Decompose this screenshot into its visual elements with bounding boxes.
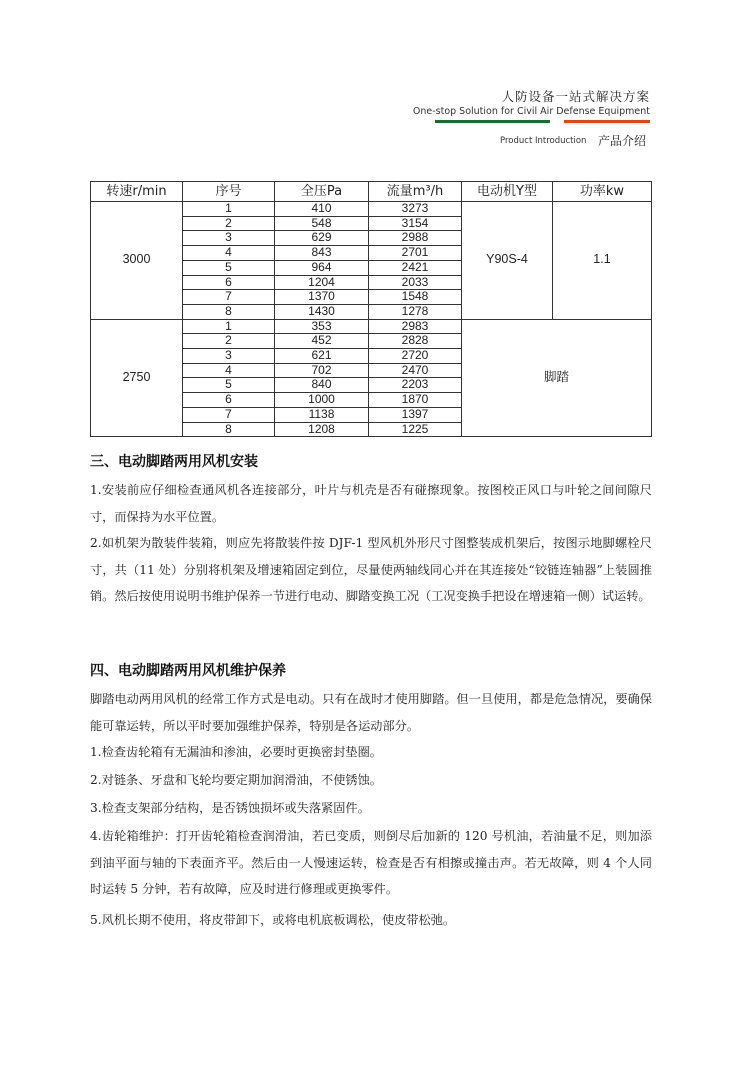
- section-4-item-4: 4.齿轮箱维护：打开齿轮箱检查润滑油，若已变质，则倒尽后加新的 120 号机油，若油量不足，则加添到油平面与轴的下表面齐平。然后由一人慢速运转，检查是否有相擦或撞击声。若无故障，则 4 个人同时运转 5 分钟，若有故障，应及时进行修理或更换零件。: [90, 829, 652, 897]
- header-title-cn: 人防设备一站式解决方案: [501, 89, 650, 104]
- flow-cell: 2421: [369, 260, 462, 275]
- header-divider: [435, 120, 650, 123]
- section-4-item-5: 5.风机长期不使用，将皮带卸下，或将电机底板调松，使皮带松弛。: [90, 913, 456, 927]
- pressure-cell: 410: [275, 202, 369, 217]
- table-row: [91, 202, 652, 217]
- section-4-item-1: 1.检查齿轮箱有无漏油和渗油，必要时更换密封垫圈。: [90, 745, 382, 759]
- col-header-power: 功率kw: [553, 182, 652, 202]
- pressure-cell: 1204: [275, 275, 369, 290]
- pressure-cell: 964: [275, 260, 369, 275]
- index-cell: 2: [183, 216, 275, 231]
- flow-cell: 1278: [369, 304, 462, 319]
- section-4-heading: 四、电动脚踏两用风机维护保养: [90, 663, 286, 679]
- pressure-cell: 548: [275, 216, 369, 231]
- index-cell: 2: [183, 334, 275, 349]
- fan-spec-table: [90, 181, 652, 437]
- flow-cell: 2033: [369, 275, 462, 290]
- col-header-motor: 电动机Y型: [462, 182, 553, 202]
- table-row: [91, 319, 652, 334]
- flow-cell: 2988: [369, 231, 462, 246]
- motor-cell: Y90S-4: [462, 202, 553, 320]
- pedal-cell: 脚踏: [462, 319, 652, 437]
- pressure-cell: 840: [275, 378, 369, 393]
- pressure-cell: 1430: [275, 304, 369, 319]
- index-cell: 5: [183, 260, 275, 275]
- index-cell: 6: [183, 393, 275, 408]
- flow-cell: 2701: [369, 246, 462, 261]
- product-intro-cn: 产品介绍: [598, 134, 647, 148]
- pressure-cell: 702: [275, 363, 369, 378]
- speed-cell: 2750: [91, 319, 183, 437]
- flow-cell: 1225: [369, 422, 462, 437]
- index-cell: 5: [183, 378, 275, 393]
- flow-cell: 3273: [369, 202, 462, 217]
- section-3-paragraph-2: 2.如机架为散装件装箱，则应先将散装件按 DJF-1 型风机外形尺寸图整装成机架后，按图示地脚螺栓尺寸，共（11 处）分别将机架及增速箱固定到位，尽量使两轴线同心并在其连接处“铰链连轴器”上装圆推销。然后按使用说明书维护保养一节进行电动、脚踏变换工况（工况变换手把设在增速箱一侧）试运转。: [90, 536, 652, 604]
- index-cell: 1: [183, 319, 275, 334]
- index-cell: 3: [183, 231, 275, 246]
- pressure-cell: 1138: [275, 407, 369, 422]
- col-header-pressure: 全压Pa: [275, 182, 369, 202]
- flow-cell: 2470: [369, 363, 462, 378]
- pressure-cell: 353: [275, 319, 369, 334]
- section-4-item-2: 2.对链条、牙盘和飞轮均要定期加润滑油，不使锈蚀。: [90, 773, 382, 787]
- table-header-row: [91, 182, 652, 202]
- flow-cell: 2720: [369, 349, 462, 364]
- section-4-intro: 脚踏电动两用风机的经常工作方式是电动。只有在战时才使用脚踏。但一旦使用，都是危急情况，要确保能可靠运转，所以平时要加强维护保养，特别是各运动部分。: [90, 692, 652, 733]
- section-3-heading: 三、电动脚踏两用风机安装: [90, 454, 258, 470]
- pressure-cell: 452: [275, 334, 369, 349]
- pressure-cell: 843: [275, 246, 369, 261]
- index-cell: 7: [183, 407, 275, 422]
- pressure-cell: 1208: [275, 422, 369, 437]
- index-cell: 7: [183, 290, 275, 305]
- flow-cell: 1548: [369, 290, 462, 305]
- index-cell: 4: [183, 363, 275, 378]
- header-title-en: One-stop Solution for Civil Air Defense Equipment: [412, 106, 650, 117]
- col-header-flow: 流量m³/h: [369, 182, 462, 202]
- flow-cell: 3154: [369, 216, 462, 231]
- col-header-speed: 转速r/min: [91, 182, 183, 202]
- index-cell: 4: [183, 246, 275, 261]
- pressure-cell: 629: [275, 231, 369, 246]
- index-cell: 8: [183, 304, 275, 319]
- section-4-item-3: 3.检查支架部分结构，是否锈蚀损坏或失落紧固件。: [90, 801, 370, 815]
- index-cell: 3: [183, 349, 275, 364]
- col-header-index: 序号: [183, 182, 275, 202]
- section-3-paragraph-1: 1.安装前应仔细检查通风机各连接部分，叶片与机壳是否有碰擦现象。按图校正风口与叶轮之间间隙尺寸，而保持为水平位置。: [90, 483, 652, 524]
- pressure-cell: 1370: [275, 290, 369, 305]
- pressure-cell: 621: [275, 349, 369, 364]
- flow-cell: 2983: [369, 319, 462, 334]
- flow-cell: 1397: [369, 407, 462, 422]
- product-intro-en: Product Introduction: [500, 136, 587, 146]
- index-cell: 8: [183, 422, 275, 437]
- speed-cell: 3000: [91, 202, 183, 320]
- index-cell: 6: [183, 275, 275, 290]
- power-cell: 1.1: [553, 202, 652, 320]
- flow-cell: 2828: [369, 334, 462, 349]
- flow-cell: 1870: [369, 393, 462, 408]
- index-cell: 1: [183, 202, 275, 217]
- flow-cell: 2203: [369, 378, 462, 393]
- pressure-cell: 1000: [275, 393, 369, 408]
